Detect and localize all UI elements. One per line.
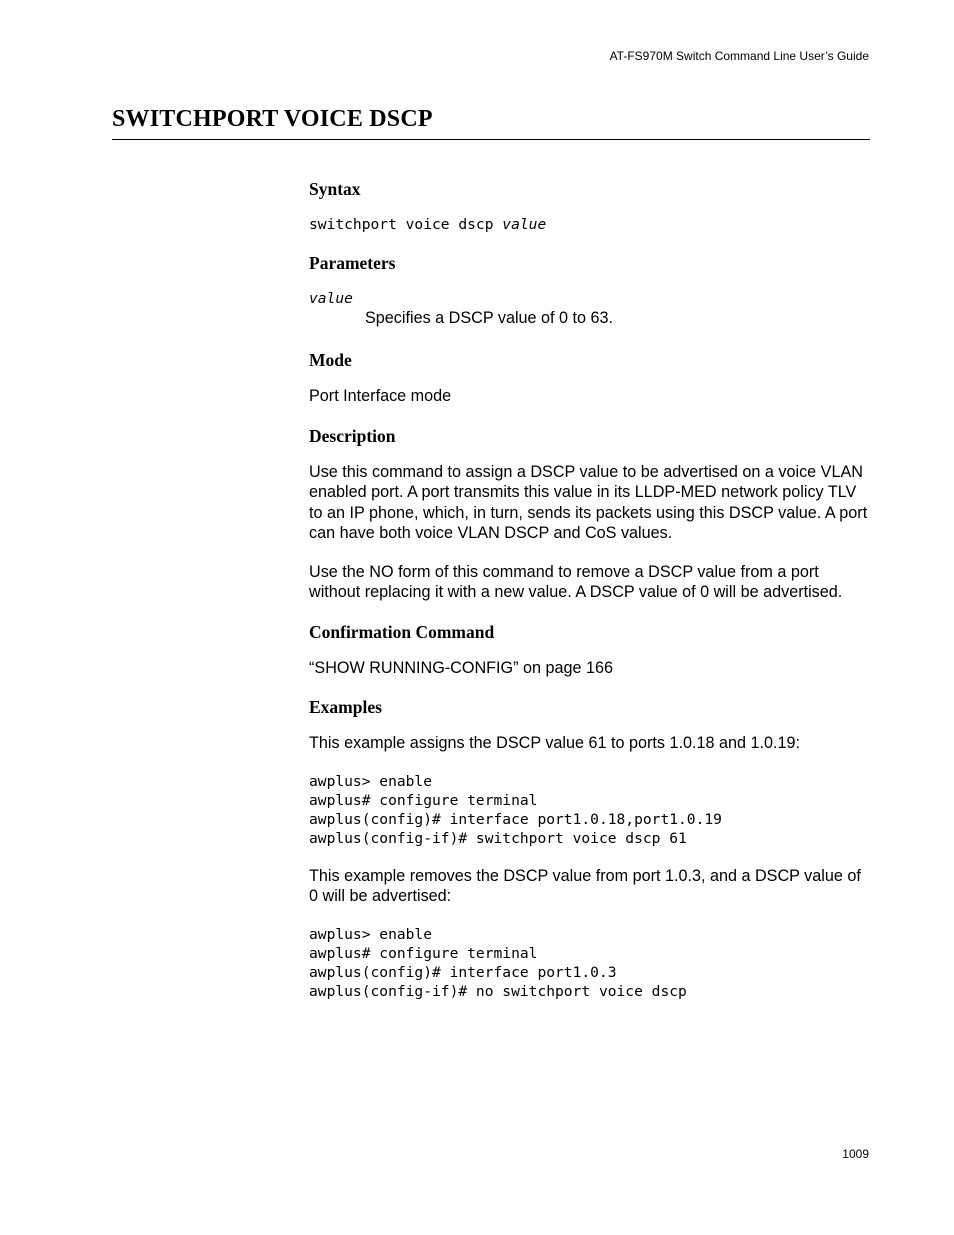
code-line: awplus(config)# interface port1.0.18,port1.0.19 <box>309 810 722 828</box>
code-line: awplus(config-if)# no switchport voice dscp <box>309 982 687 1000</box>
code-line: awplus(config)# interface port1.0.3 <box>309 963 617 981</box>
syntax-command <box>309 215 874 234</box>
confirmation-section <box>309 621 874 679</box>
page-number: 1009 <box>842 1147 869 1161</box>
mode-section <box>309 349 874 407</box>
examples-heading: Examples <box>309 697 382 717</box>
confirmation-link[interactable]: “SHOW RUNNING-CONFIG” on page 166 <box>309 658 614 677</box>
description-heading: Description <box>309 425 396 446</box>
syntax-command-text: switchport voice dscp <box>309 216 503 233</box>
syntax-section <box>309 178 874 234</box>
syntax-argument: value <box>502 216 547 233</box>
running-header: AT-FS970M Switch Command Line User’s Guide <box>609 49 869 63</box>
parameter-description: Specifies a DSCP value of 0 to 63. <box>365 309 614 327</box>
code-line: awplus> enable <box>309 772 433 790</box>
examples-section <box>309 696 874 1001</box>
example-2-code <box>309 925 874 1001</box>
example-1-code <box>309 772 874 848</box>
code-line: awplus# configure terminal <box>309 944 538 962</box>
syntax-heading: Syntax <box>309 179 361 199</box>
parameter-name: value <box>309 290 353 307</box>
page-title: SWITCHPORT VOICE DSCP <box>112 106 433 132</box>
mode-text: Port Interface mode <box>309 387 452 405</box>
description-paragraph-1: Use this command to assign a DSCP value to be advertised on a voice VLAN enabled port. A port transmits this value in its LLDP-MED network policy TLV to an IP phone, which, in turn, sends its packets using this DSCP value. A port can have both voice VLAN DSCP and CoS values. <box>309 462 868 542</box>
description-section <box>309 425 874 603</box>
mode-heading: Mode <box>309 350 352 370</box>
code-line: awplus# configure terminal <box>309 791 538 809</box>
code-line: awplus(config-if)# switchport voice dscp 61 <box>309 829 687 847</box>
parameters-section <box>309 252 874 329</box>
title-rule <box>112 139 870 140</box>
example-1-intro: This example assigns the DSCP value 61 to ports 1.0.18 and 1.0.19: <box>309 734 801 752</box>
code-line: awplus> enable <box>309 925 433 943</box>
description-paragraph-2: Use the NO form of this command to remove a DSCP value from a port without replacing it with a new value. A DSCP value of 0 will be advertised. <box>309 562 843 601</box>
example-2-intro: This example removes the DSCP value from port 1.0.3, and a DSCP value of 0 will be advertised: <box>309 866 861 905</box>
confirmation-heading: Confirmation Command <box>309 621 495 642</box>
parameters-heading: Parameters <box>309 253 396 273</box>
main-content <box>309 178 874 1019</box>
